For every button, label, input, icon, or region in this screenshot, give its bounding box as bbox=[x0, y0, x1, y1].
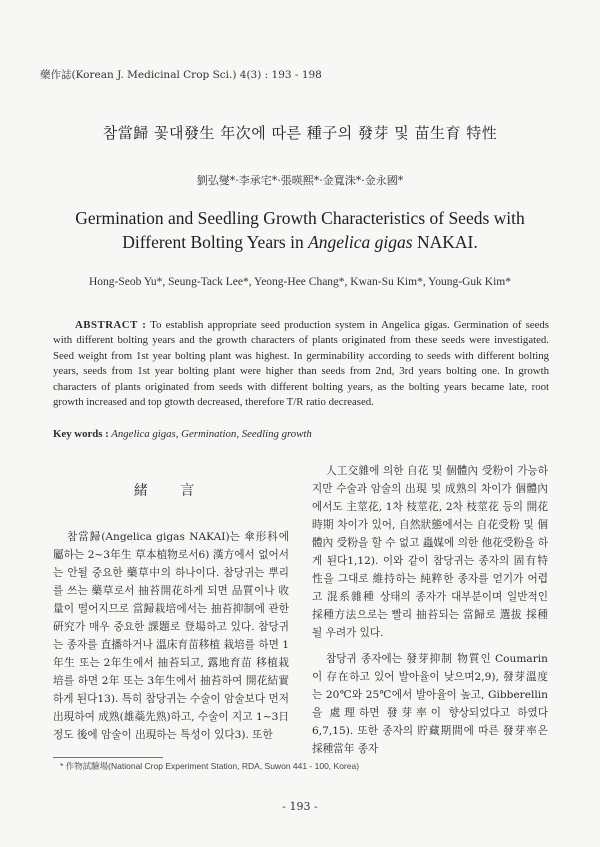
korean-title: 참當歸 꽃대發生 年次에 따른 種子의 發芽 및 苗生育 特性 bbox=[102, 124, 498, 142]
page-number: - 193 - bbox=[282, 800, 318, 813]
english-title bbox=[40, 206, 560, 254]
english-title-line1: Germination and Seedling Growth Characteristics of Seeds with bbox=[75, 208, 525, 228]
right-column bbox=[312, 462, 548, 758]
english-title-line2-post: NAKAI. bbox=[412, 232, 478, 252]
keywords-label: Key words : bbox=[53, 428, 109, 440]
english-title-line2 bbox=[40, 230, 560, 254]
english-title-line2-pre: Different Bolting Years in bbox=[122, 232, 309, 252]
english-title-species: Angelica gigas bbox=[308, 232, 413, 252]
intro-paragraph-2: 人工交雜에 의한 自花 및 個體內 受粉이 가능하지만 수술과 암술의 出現 및 成熟의 차이가 個體內에서도 主莖花, 1차 枝莖花, 2차 枝莖花 등의 開花時期 차이가 있어, 自然狀態에서는 自花受粉 및 個體內 受粉을 할 수 없고 蟲媒에 의한 他花受粉을 하게 된다1,12). 이와 같이 참당귀는 종자의 固有特性을 그대로 維持하는 純粹한 종자를 얻기가 어렵고 混系雜種 상태의 종자가 대부분이며 일반적인 採種方法으로는 빨리 抽苔되는 當歸로 選拔 採種될 우려가 있다. bbox=[312, 465, 548, 639]
intro-paragraph-3: 참당귀 종자에는 發芽抑制 物質인 Coumarin이 存在하고 있어 발아율이 낮으며2,9), 發芽溫度는 20℃와 25℃에서 발아율이 높고, Gibberellin을 處理하면 發芽率이 향상되었다고 하였다6,7,15). 또한 종자의 貯藏期間에 따른 發芽率은 採種當年 종자 bbox=[312, 653, 548, 755]
footnote: * 作物試驗場(National Crop Experiment Station, RDA, Suwon 441 - 100, Korea) bbox=[60, 761, 360, 771]
footnote-rule bbox=[53, 757, 163, 758]
abstract bbox=[53, 318, 549, 410]
left-column bbox=[53, 462, 289, 744]
korean-authors: 劉弘燮*·李承宅*·張暎熙*·金寬洙*·金永國* bbox=[196, 174, 404, 187]
intro-paragraph-1: 참當歸(Angelica gigas NAKAI)는 傘形科에 屬하는 2~3年生 草本植物로서6) 漢方에서 없어서는 안될 중요한 藥草中의 하나이다. 참당귀는 뿌리를 쓰는 藥草로서 抽苔開花하게 되면 品質이나 收量이 떨어지므로 當歸栽培에서는 抽苔抑制에 관한 硏究가 매우 중요한 課題로 登場하고 있다. 참당귀는 종자를 直播하거나 溫床育苗移植 栽培를 하면 1年生 또는 2年生에서 抽苔되고, 露地育苗 移植栽培를 하면 2年 또는 3年生에서 抽苔하여 開花結實하게 된다13). 특히 참당귀는 수술이 암술보다 먼저 出現하여 成熟(雄蘂先熟)하고, 수술이 지고 1~3日정도 後에 암술이 出現하는 특성이 있다3). 또한 bbox=[53, 531, 289, 741]
abstract-label: ABSTRACT : bbox=[75, 319, 147, 331]
section-heading: 緒 言 bbox=[133, 483, 209, 499]
journal-citation: 藥作誌(Korean J. Medicinal Crop Sci.) 4(3) : 193 - 198 bbox=[40, 69, 322, 81]
abstract-text: To establish appropriate seed production system in Angelica gigas. Germination of seeds with different bolting years and the growth characters of plants originated from these seeds were investigated. Seed weight from 1st year bolting plant was highest. In germinability according to seeds with different bolting years, seeds from 1st year bolting plant were higher than seeds from 2nd, 3rd years bolting one. In growth characters of plants originated from seeds with different bolting years, as the bolting years became late, root growth increased and top gtowth decreased, therefore T/R ratio decreased. bbox=[53, 319, 549, 409]
english-authors: Hong-Seob Yu*, Seung-Tack Lee*, Yeong-Hee Chang*, Kwan-Su Kim*, Young-Guk Kim* bbox=[89, 276, 511, 288]
keywords bbox=[53, 428, 549, 440]
keywords-text: Angelica gigas, Germination, Seedling growth bbox=[108, 428, 312, 440]
